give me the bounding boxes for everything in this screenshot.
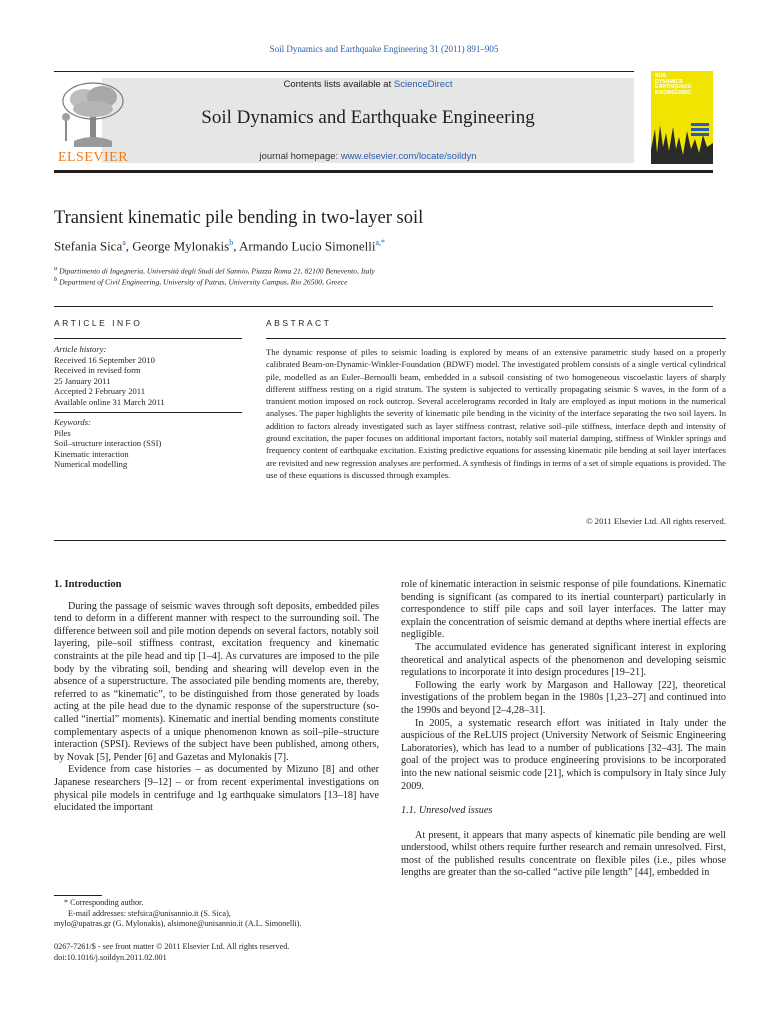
author-name[interactable]: George Mylonakis [132, 238, 230, 254]
footnotes [54, 898, 384, 930]
email-addresses[interactable]: mylo@upatras.gr (G. Mylonakis), alsimone@unisannio.it (A.L. Simonelli). [54, 919, 302, 929]
homepage-link[interactable]: www.elsevier.com/locate/soildyn [340, 151, 477, 162]
journal-reference[interactable]: Soil Dynamics and Earthquake Engineering 31 (2011) 891–905 [269, 44, 499, 54]
history-entry: 25 January 2011 [54, 375, 111, 386]
keyword: Kinematic interaction [54, 448, 129, 459]
contents-line [102, 79, 634, 90]
cover-line: SOIL [655, 73, 668, 79]
cover-line: DYNAMICS [655, 78, 683, 85]
keyword: Piles [54, 427, 71, 438]
author-name[interactable]: Armando Lucio Simonelli [238, 238, 376, 254]
keywords-rule [54, 412, 242, 413]
body-paragraph: At present, it appears that many aspects of kinematic pile bending are well understood, whilst others require further research and remain unresolved. First, most of the published results concentrate on flexible piles (i.e., piles whose lengths are greater than the so-called “active pile length” [44], embedded in [401, 829, 726, 879]
body-paragraph: During the passage of seismic waves through soft deposits, embedded piles tend to deform in a different manner with respect to the surrounding soil. The difference between soil and pile motion depends on several factors, notably soil layering, pile–soil stiffness contrast, excitation frequency and kinematic constraints at the pile head and tip [1–4]. As curvatures are imposed to the pile body by the vibrating soil, bending and shearing will develop even in the absence of a superstructure. The associated pile bending moments are, thereby, referred to as “kinematic”, to be distinguished from those generated by loads acting at the pile head due to the dynamic response of the superstructure (so-called “inertial” moments). Kinematic and inertial bending moments constitute complementary aspects of a unique phenomenon known as soil–pile–structure interaction (SPSI). Reviews of the subject have been published, among others, by Novak [5], Pender [6] and Gazetas and Mylonakis [7]. [54, 600, 379, 763]
author-list: Stefania Sica$^a$, George Mylonakis$^b$, Armando Lucio Simonelli$^{a,*}$ [54, 238, 386, 254]
issn-line: 0267-7261/$ - see front matter © 2011 Elsevier Ltd. All rights reserved. [54, 942, 290, 951]
abstract-heading: ABSTRACT [266, 318, 332, 328]
affiliation-text: Dipartimento di Ingegneria, Università degli Studi del Sannio, Piazza Roma 21, 82100 Benevento, Italy [59, 266, 375, 276]
history-entry: Received 16 September 2010 [54, 354, 155, 365]
right-column [401, 579, 726, 880]
history-entry: Received in revised form [54, 365, 141, 376]
journal-title: Soil Dynamics and Earthquake Engineering [201, 107, 535, 128]
abstract-rule [266, 338, 726, 339]
copyright-line: © 2011 Elsevier Ltd. All rights reserved. [586, 516, 726, 526]
article-history [54, 344, 242, 408]
keyword: Soil–structure interaction (SSI) [54, 438, 162, 449]
affiliation-mark: a [54, 265, 58, 272]
sciencedirect-link[interactable]: ScienceDirect [393, 79, 453, 90]
article-info-heading: ARTICLE INFO [54, 318, 143, 328]
body-paragraph: Evidence from case histories – as documented by Mizuno [8] and other Japanese researchers [9–12] – or from recent experimental investigations on physical pile models in centrifuge and 1g earthquake simulators [13–18] have elucidated the important [54, 764, 379, 814]
abstract-bottom-rule [54, 540, 726, 541]
body-paragraph: In 2005, a systematic research effort was initiated in Italy under the auspicious of the ReLUIS project (University Network of Seismic Engineering Laboratories), which has lead to a number of publications [32–43]. The main goal of the project was to produce engineering provisions to be incorporated into the new national seismic code [21], which is compulsory in Italy since July 2009. [401, 717, 726, 792]
affiliation-text: Department of Civil Engineering, University of Patras, University Campus, Rio 26500, Greece [59, 277, 348, 287]
cover-line: ENGINEERING [655, 89, 692, 96]
corresponding-author-note: * Corresponding author. [64, 898, 144, 907]
keywords-block [54, 417, 242, 470]
footnote-rule [54, 895, 102, 896]
left-column [54, 579, 379, 815]
body-paragraph: The accumulated evidence has generated significant interest in exploring theoretical and analytical aspects of the phenomenon and developing seismic regulations to incorporate it into design procedures [19–21]. [401, 641, 726, 679]
subsection-heading: 1.1. Unresolved issues [401, 805, 493, 817]
keywords-label: Keywords: [54, 417, 91, 427]
header-rule-top [54, 71, 634, 72]
section-rule [54, 306, 713, 307]
affiliation [54, 265, 375, 276]
journal-cover-thumbnail[interactable] [651, 71, 713, 164]
body-paragraph: Following the early work by Margason and Halloway [22], theoretical investigations of the problem began in the 1980s [1,23–27] and continued into the 1990s and beyond [2–4,28–31]. [401, 679, 726, 716]
homepage-line [102, 151, 634, 162]
header-rule-bottom [54, 170, 713, 173]
contents-prefix: Contents lists available at [283, 79, 394, 90]
article-title: Transient kinematic pile bending in two-layer soil [54, 208, 424, 228]
body-paragraph: role of kinematic interaction in seismic response of pile foundations. Kinematic bending is significant (as compared to its inertial counterpart) particularly in correspondence to stiff pile caps and soil layer interfaces. The latter may explain the concentration of seismic demand at depths where inertial effects are negligible. [401, 579, 726, 641]
section-heading-introduction: 1. Introduction [54, 579, 122, 590]
cover-line: EARTHQUAKE [655, 84, 692, 91]
author-affiliation-mark[interactable]: a,* [375, 238, 386, 247]
cover-seismogram-graphic [651, 119, 713, 164]
keyword: Numerical modelling [54, 459, 128, 470]
author-affiliation-mark[interactable]: b [229, 238, 234, 247]
abstract-text: The dynamic response of piles to seismic loading is explored by means of an extensive parametric study based on a properly calibrated Beam-on-Dynamic-Winkler-Foundation (BDWF) model. The investigated problem consists of a single vertical cylindrical pile, modelled as an Euler–Bernoulli beam, embedded in a subsoil consisting of two homogeneous viscoelastic layers of sharply different stiffness resting on a rigid stratum. The system is subjected to vertically propagating seismic S waves, in the form of a transient motion imposed on rock outcrop. Several accelerograms recorded in Italy are employed as input motions in the numerical analyses. The paper highlights the severity of kinematic pile bending in the vicinity of the interface separating the two soil layers. In addition to factors already investigated such as layer stiffness contrast, relative soil–pile stiffness, interface depth and intensity of ground excitation, the paper focuses on additional important factors, notably soil material damping, stiffness of Winkler springs and frequency content of earthquake excitation. Existing predictive equations for assessing kinematic pile bending at soil layer interfaces are revisited and new regression analyses are performed. A synthesis of findings in terms of a set of simple equations is provided. The use of these equations is discussed through examples. [266, 347, 726, 480]
author-name[interactable]: Stefania Sica [54, 238, 123, 254]
article-info-rule [54, 338, 242, 339]
history-label: Article history: [54, 344, 107, 354]
author-affiliation-mark[interactable]: a [122, 238, 126, 247]
affiliation [54, 276, 348, 287]
publication-info [54, 942, 384, 963]
affiliation-mark: b [54, 276, 58, 283]
history-entry: Accepted 2 February 2011 [54, 386, 146, 397]
homepage-prefix: journal homepage: [259, 151, 341, 162]
email-addresses[interactable]: E-mail addresses: stefsica@unisannio.it (S. Sica), [68, 908, 231, 918]
history-entry: Available online 31 March 2011 [54, 396, 165, 407]
publisher-name: ELSEVIER [57, 150, 129, 165]
doi-line[interactable]: doi:10.1016/j.soildyn.2011.02.001 [54, 952, 167, 962]
